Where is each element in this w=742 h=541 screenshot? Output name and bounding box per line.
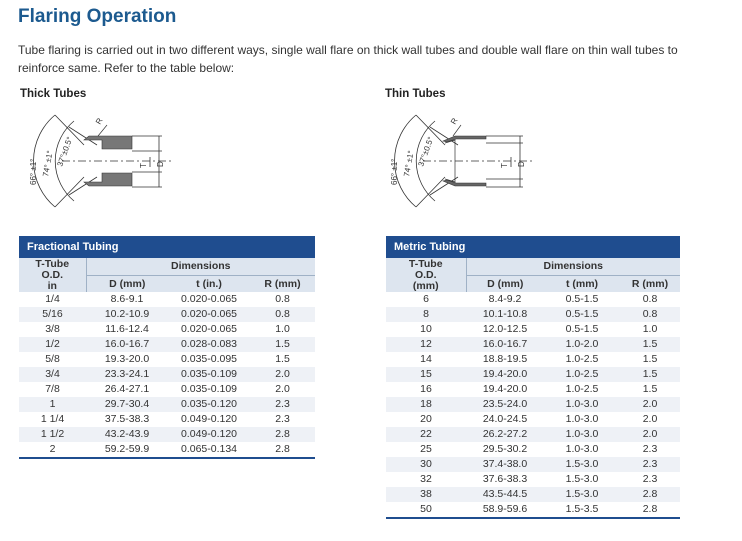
table-row — [19, 292, 315, 307]
cell-od: 38 — [386, 487, 466, 502]
cell-d: 37.5-38.3 — [104, 413, 150, 425]
cell-d: 23.5-24.0 — [466, 397, 544, 412]
cell-t: 0.5-1.5 — [565, 293, 599, 305]
table-row — [386, 292, 680, 307]
cell-r: 2.8 — [620, 502, 680, 518]
cell-t: 1.0-2.5 — [544, 367, 620, 382]
radius-label: R — [448, 116, 460, 126]
cell-r: 1.5 — [620, 367, 680, 382]
cell-d: 18.8-19.5 — [482, 353, 528, 365]
cell-r: 1.5 — [275, 353, 290, 365]
cell-t: 0.5-1.5 — [565, 323, 599, 335]
cell-od: 15 — [386, 367, 466, 382]
cell-od: 10 — [420, 323, 432, 335]
cell-od: 16 — [420, 383, 432, 395]
cell-od: 2 — [19, 442, 86, 458]
thin-tube-diagram — [383, 105, 543, 217]
table-caption: Fractional Tubing — [19, 236, 315, 258]
cell-t: 0.065-0.134 — [168, 442, 250, 458]
cell-r: 1.0 — [642, 323, 658, 335]
angle-66-label: 66° ±1° — [29, 158, 38, 185]
table-row — [386, 427, 680, 442]
thickness-label: T — [500, 163, 509, 168]
table-row — [386, 487, 680, 502]
cell-r: 2.3 — [642, 473, 658, 485]
cell-d: 16.0-16.7 — [466, 337, 544, 352]
cell-d: 26.2-27.2 — [466, 427, 544, 442]
cell-t: 0.035-0.109 — [180, 383, 238, 395]
cell-t: 1.0-2.5 — [565, 353, 599, 365]
dimensions-header: Dimensions — [86, 258, 315, 276]
cell-t: 1.5-3.5 — [544, 502, 620, 518]
cell-r: 1.5 — [642, 353, 658, 365]
cell-t: 0.035-0.120 — [168, 397, 250, 412]
cell-od: 18 — [386, 397, 466, 412]
diameter-label: D — [156, 161, 165, 167]
angle-66-label: 66° ±1° — [390, 158, 399, 185]
cell-d: 8.4-9.2 — [488, 293, 522, 305]
table-row — [386, 367, 680, 382]
cell-od: 5/8 — [45, 353, 60, 365]
cell-d: 26.4-27.1 — [104, 383, 150, 395]
cell-r: 1.5 — [620, 337, 680, 352]
cell-d: 19.4-20.0 — [466, 367, 544, 382]
table-row — [19, 412, 315, 427]
cell-t: 1.0-2.0 — [544, 337, 620, 352]
cell-t: 0.035-0.095 — [180, 353, 238, 365]
cell-od: 3/4 — [19, 367, 86, 382]
thick-tubes-heading: Thick Tubes — [20, 88, 87, 100]
table-row — [386, 502, 680, 518]
diameter-label: D — [517, 161, 526, 167]
d-column-header: D (mm) — [466, 276, 544, 293]
cell-d: 8.6-9.1 — [110, 293, 144, 305]
cell-od: 14 — [420, 353, 432, 365]
cell-d: 19.3-20.0 — [104, 353, 150, 365]
cell-d: 37.4-38.0 — [466, 457, 544, 472]
cell-od: 3/8 — [45, 323, 60, 335]
intro-paragraph: Tube flaring is carried out in two different ways, single wall flare on thick wall tubes and double wall flare on thin wall tubes to reinforce same. Refer to the table below: — [18, 43, 678, 75]
cell-d: 24.0-24.5 — [482, 413, 528, 425]
d-column-header: D (mm) — [86, 276, 168, 293]
t-column-header: t (in.) — [168, 276, 250, 293]
table-row — [19, 322, 315, 337]
cell-r: 2.0 — [620, 427, 680, 442]
cell-r: 2.8 — [250, 427, 315, 442]
cell-t: 1.0-2.5 — [565, 383, 599, 395]
cell-d: 19.4-20.0 — [482, 383, 528, 395]
cell-t: 1.5-3.0 — [544, 487, 620, 502]
cell-d: 29.7-30.4 — [86, 397, 168, 412]
table-row — [19, 397, 315, 412]
table-row — [386, 382, 680, 397]
cell-od: 5/16 — [19, 307, 86, 322]
cell-od: 22 — [386, 427, 466, 442]
table-row — [19, 382, 315, 397]
cell-od: 20 — [420, 413, 432, 425]
cell-t: 0.020-0.065 — [168, 307, 250, 322]
cell-d: 16.0-16.7 — [86, 337, 168, 352]
cell-r: 0.8 — [620, 307, 680, 322]
table-row — [386, 307, 680, 322]
r-column-header: R (mm) — [620, 276, 680, 293]
cell-d: 10.1-10.8 — [466, 307, 544, 322]
thin-tubes-heading: Thin Tubes — [385, 88, 446, 100]
cell-r: 2.8 — [620, 487, 680, 502]
cell-od: 1 — [19, 397, 86, 412]
cell-t: 0.035-0.109 — [168, 367, 250, 382]
thickness-label: T — [139, 163, 148, 168]
thick-tube-diagram — [22, 105, 182, 217]
cell-r: 2.0 — [620, 397, 680, 412]
metric-tubing-table — [386, 236, 680, 519]
cell-r: 2.3 — [250, 397, 315, 412]
cell-r: 1.5 — [642, 383, 658, 395]
table-row — [386, 457, 680, 472]
cell-od: 12 — [386, 337, 466, 352]
angle-37-label: 37°±0.5° — [55, 135, 75, 168]
cell-d: 10.2-10.9 — [86, 307, 168, 322]
cell-od: 25 — [420, 443, 432, 455]
od-column-header: T-Tube O.D. (mm) — [386, 258, 466, 292]
cell-r: 0.8 — [250, 307, 315, 322]
cell-od: 8 — [386, 307, 466, 322]
cell-r: 2.3 — [642, 443, 658, 455]
angle-74-label: 74° ±1° — [41, 149, 55, 178]
cell-t: 0.049-0.120 — [180, 413, 238, 425]
cell-od: 1 1/2 — [19, 427, 86, 442]
cell-r: 2.0 — [250, 367, 315, 382]
cell-od: 50 — [386, 502, 466, 518]
cell-od: 7/8 — [45, 383, 60, 395]
od-column-header: T-Tube O.D. in — [19, 258, 86, 292]
cell-r: 0.8 — [275, 293, 290, 305]
cell-r: 2.0 — [642, 413, 658, 425]
cell-d: 29.5-30.2 — [482, 443, 528, 455]
cell-r: 2.0 — [275, 383, 290, 395]
cell-t: 1.0-3.0 — [565, 443, 599, 455]
cell-t: 0.028-0.083 — [168, 337, 250, 352]
cell-t: 0.020-0.065 — [180, 323, 238, 335]
cell-r: 1.5 — [250, 337, 315, 352]
cell-od: 1 1/4 — [40, 413, 65, 425]
cell-od: 6 — [423, 293, 429, 305]
cell-r: 2.8 — [250, 442, 315, 458]
table-row — [19, 337, 315, 352]
page-title: Flaring Operation — [18, 6, 177, 27]
t-column-header: t (mm) — [544, 276, 620, 293]
cell-r: 1.0 — [275, 323, 290, 335]
table-row — [19, 307, 315, 322]
r-column-header: R (mm) — [250, 276, 315, 293]
cell-od: 1/4 — [45, 293, 60, 305]
cell-t: 1.5-3.0 — [544, 457, 620, 472]
cell-t: 1.0-3.0 — [544, 427, 620, 442]
cell-t: 1.5-3.0 — [565, 473, 599, 485]
cell-d: 12.0-12.5 — [482, 323, 528, 335]
cell-t: 0.5-1.5 — [544, 307, 620, 322]
cell-r: 0.8 — [642, 293, 658, 305]
cell-t: 0.049-0.120 — [168, 427, 250, 442]
table-row — [386, 442, 680, 457]
cell-d: 58.9-59.6 — [466, 502, 544, 518]
fractional-tubing-table — [19, 236, 315, 459]
table-row — [386, 352, 680, 367]
cell-d: 43.2-43.9 — [86, 427, 168, 442]
table-row — [386, 472, 680, 487]
table-row — [386, 322, 680, 337]
cell-d: 11.6-12.4 — [105, 323, 149, 335]
table-row — [19, 427, 315, 442]
table-caption: Metric Tubing — [386, 236, 680, 258]
table-row — [19, 367, 315, 382]
cell-d: 43.5-44.5 — [466, 487, 544, 502]
table-row — [386, 412, 680, 427]
cell-d: 59.2-59.9 — [86, 442, 168, 458]
radius-label: R — [93, 116, 105, 126]
cell-t: 1.0-3.0 — [544, 397, 620, 412]
cell-d: 37.6-38.3 — [482, 473, 528, 485]
cell-od: 32 — [420, 473, 432, 485]
cell-r: 2.3 — [275, 413, 290, 425]
table-row — [386, 337, 680, 352]
angle-74-label: 74° ±1° — [402, 149, 416, 178]
cell-od: 1/2 — [19, 337, 86, 352]
table-row — [19, 352, 315, 367]
cell-r: 2.3 — [620, 457, 680, 472]
cell-od: 30 — [386, 457, 466, 472]
dimensions-header: Dimensions — [466, 258, 680, 276]
cell-t: 0.020-0.065 — [180, 293, 238, 305]
table-row — [386, 397, 680, 412]
table-row — [19, 442, 315, 458]
angle-37-label: 37°±0.5° — [416, 135, 436, 168]
cell-t: 1.0-3.0 — [565, 413, 599, 425]
cell-d: 23.3-24.1 — [86, 367, 168, 382]
